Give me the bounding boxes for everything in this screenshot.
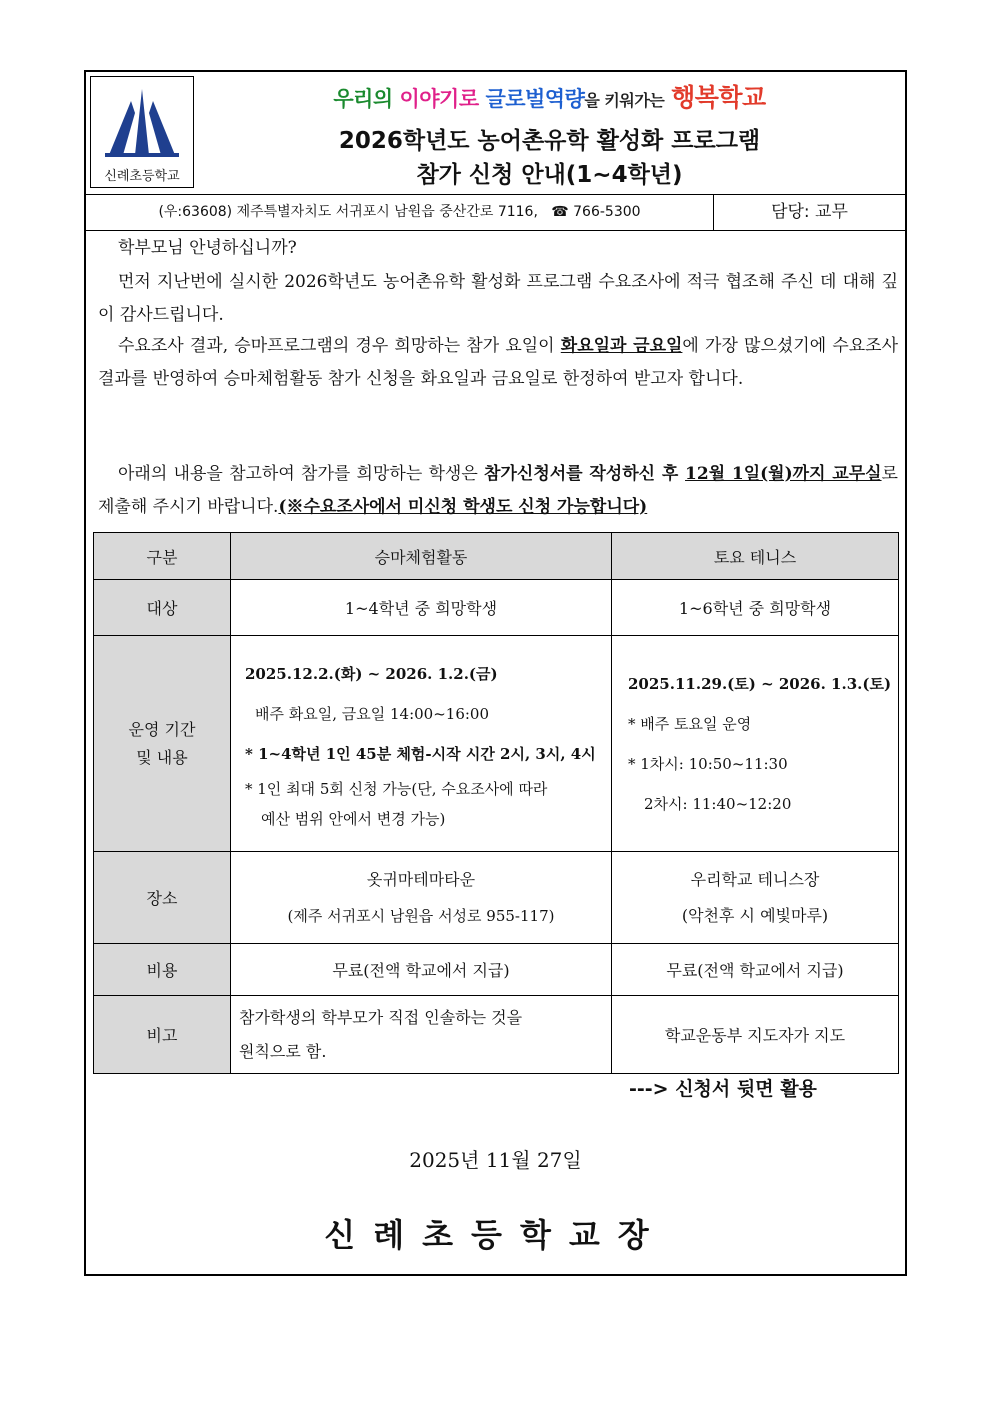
motto-part-5: 행복학교 bbox=[671, 83, 766, 112]
motto-part-3: 글로벌역량 bbox=[485, 87, 585, 111]
horse-place-address: (제주 서귀포시 남원읍 서성로 955-117) bbox=[287, 906, 555, 925]
tennis-period-session-1: * 1차시: 10:50~11:30 bbox=[628, 754, 788, 773]
issue-date: 2025년 11월 27일 bbox=[409, 1148, 582, 1172]
greeting-paragraph bbox=[98, 232, 898, 265]
horse-period-dates: 2025.12.2.(화) ~ 2026. 1.2.(금) bbox=[245, 664, 498, 683]
row-label-cost: 비용 bbox=[94, 944, 231, 996]
survey-text-highlight: 화요일과 금요일 bbox=[560, 336, 683, 356]
submission-text-b: 참가신청서를 작성하신 후 bbox=[484, 464, 686, 484]
horse-place bbox=[231, 852, 612, 944]
person-in-charge: 담당: 교무 bbox=[771, 202, 848, 222]
survey-result-paragraph bbox=[98, 330, 898, 395]
school-logo-label: 신례초등학교 bbox=[104, 169, 180, 184]
horse-period-limit-2: 예산 범위 안에서 변경 가능) bbox=[261, 809, 446, 828]
horse-period-session: * 1~4학년 1인 45분 체험-시작 시간 2시, 3시, 4시 bbox=[245, 744, 596, 763]
horse-place-name: 옷귀마테마타운 bbox=[366, 869, 476, 889]
horse-period-limit: * 1인 최대 5회 신청 가능(단, 수요조사에 따라 bbox=[245, 779, 548, 798]
tennis-period-session-2: 2차시: 11:40~12:20 bbox=[644, 794, 792, 813]
tennis-period-dates: 2025.11.29.(토) ~ 2026. 1.3.(토) bbox=[628, 674, 892, 693]
submission-text-d: 로 제출해 주시기 바랍니다. bbox=[98, 464, 898, 517]
survey-text-c: 에 가장 많으셨기에 수요조사 결과를 반영하여 승마체험활동 참가 신청을 화요일과 금요일로 한정하여 받고자 합니다. bbox=[98, 336, 899, 389]
tennis-period bbox=[612, 636, 899, 852]
back-side-note: ---> 신청서 뒷면 활용 bbox=[629, 1078, 817, 1100]
table-header-tennis: 토요 테니스 bbox=[612, 533, 899, 580]
tennis-place bbox=[612, 852, 899, 944]
notice-frame bbox=[84, 70, 907, 1276]
phone-number: ☎ 766-5300 bbox=[551, 204, 641, 220]
school-address bbox=[86, 194, 714, 230]
submission-text-a: 아래의 내용을 참고하여 참가를 희망하는 학생은 bbox=[118, 464, 485, 484]
motto-part-2: 이야기로 bbox=[399, 87, 479, 111]
period-label-2: 및 내용 bbox=[136, 747, 188, 767]
row-label-period bbox=[94, 636, 231, 852]
horse-period bbox=[231, 636, 612, 852]
horse-period-schedule: 배주 화요일, 금요일 14:00~16:00 bbox=[255, 704, 490, 723]
row-label-remark: 비고 bbox=[94, 996, 231, 1074]
row-label-place: 장소 bbox=[94, 852, 231, 944]
table-header-category: 구분 bbox=[94, 533, 231, 580]
address-text: (우:63608) 제주특별자치도 서귀포시 남원읍 중산간로 7116, bbox=[158, 204, 538, 220]
submission-note: (※수요조사에서 미신청 학생도 신청 가능합니다) bbox=[278, 496, 648, 517]
address-row bbox=[86, 194, 905, 231]
tennis-cost: 무료(전액 학교에서 지급) bbox=[612, 944, 899, 996]
table-row-period bbox=[94, 636, 899, 852]
tennis-remark: 학교운동부 지도자가 지도 bbox=[612, 996, 899, 1074]
greeting-text: 학부모님 안녕하십니까? bbox=[118, 238, 297, 258]
submission-deadline: 12월 1일(월)까지 교무실 bbox=[685, 464, 882, 484]
row-label-target: 대상 bbox=[94, 580, 231, 636]
motto-part-1: 우리의 bbox=[333, 87, 393, 111]
tennis-place-name: 우리학교 테니스장 bbox=[690, 869, 820, 889]
motto-part-4: 을 키워가는 bbox=[584, 91, 665, 110]
table-row-place bbox=[94, 852, 899, 944]
submission-paragraph bbox=[98, 458, 898, 523]
horse-remark-2: 원칙으로 함. bbox=[239, 1041, 327, 1061]
tennis-target: 1~6학년 중 희망학생 bbox=[612, 580, 899, 636]
page-subtitle: 참가 신청 안내(1~4학년) bbox=[416, 162, 683, 188]
school-motto bbox=[194, 78, 905, 114]
horse-cost: 무료(전액 학교에서 지급) bbox=[231, 944, 612, 996]
principal-signature: 신례초등학교장 bbox=[324, 1216, 667, 1254]
tennis-place-alt: (악천후 시 예빛마루) bbox=[681, 905, 829, 925]
thanks-paragraph bbox=[98, 266, 898, 331]
program-info-table bbox=[93, 532, 899, 1074]
page-title: 2026학년도 농어촌유학 활성화 프로그램 bbox=[338, 128, 761, 154]
school-logo-box bbox=[90, 76, 194, 188]
school-logo-icon bbox=[105, 87, 179, 159]
tennis-period-schedule: * 배주 토요일 운영 bbox=[628, 714, 752, 733]
table-row-target bbox=[94, 580, 899, 636]
table-header-row bbox=[94, 533, 899, 580]
horse-target: 1~4학년 중 희망학생 bbox=[231, 580, 612, 636]
thanks-text: 먼저 지난번에 실시한 2026학년도 농어촌유학 활성화 프로그램 수요조사에 적극 협조해 주신 데 대해 깊이 감사드립니다. bbox=[98, 272, 898, 325]
horse-remark bbox=[231, 996, 612, 1074]
table-row-remark bbox=[94, 996, 899, 1074]
survey-text-a: 수요조사 결과, 승마프로그램의 경우 희망하는 참가 요일이 bbox=[118, 336, 561, 356]
header bbox=[86, 72, 905, 195]
period-label-1: 운영 기간 bbox=[128, 719, 196, 739]
table-header-horse: 승마체험활동 bbox=[231, 533, 612, 580]
table-row-cost bbox=[94, 944, 899, 996]
horse-remark-1: 참가학생의 학부모가 직접 인솔하는 것을 bbox=[239, 1007, 523, 1027]
